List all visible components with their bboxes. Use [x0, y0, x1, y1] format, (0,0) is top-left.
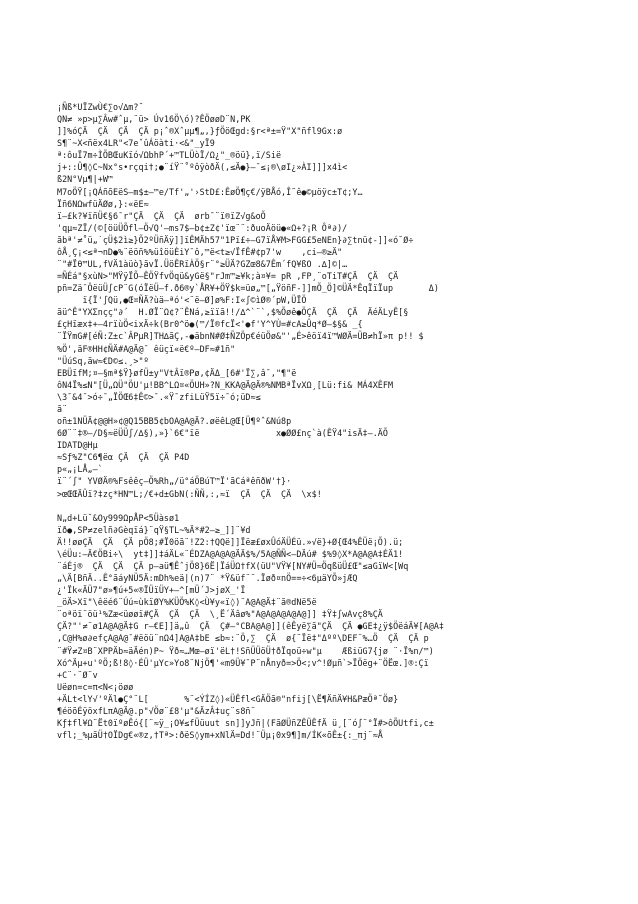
text-line: ã¨ — [57, 403, 68, 414]
text-line: ÇÄ?"'≠¨ø1A@A@Ä‡G r–€E]]ä„û ÇÄ Ç#–°CBA@A@]](êÊyë∑ã"ÇÄ ÇÄ ●GE‡¿ÿ$ÖëáÄ¥[A@A‡ — [57, 621, 445, 632]
text-line: ≈Sƒ%Z"C6¶ëα ÇÄ ÇÄ ÇÄ P4D — [57, 452, 190, 463]
paragraph-2 — [57, 512, 605, 741]
text-line: \3¯&4¯>ó÷¯„ÏÖŒ6‡Ê©>¯.«Ÿ¯zfiLüŸ5ï÷¯ó;üD≈≤ — [57, 391, 261, 402]
text-line: ôN4Ï%≤N"[Ü„ΩÜ"ÖU'µ!BB^LΩ¤«ÖUH»?N_KKA@Ä@Ä®%NMBªÏvXΩ¸[Lü:fi& MÁ4XÊFM — [57, 379, 394, 390]
text-line: Kƒ‡fl¥Ω¨Ët0ïºøÊó{[¨≈ÿ_¡O¥≤fÜüuut sn]]yJñ|(FãØÜñZÊÜÊfÄ ü¸[¨ó∫¨°Ï#>ôÕUtfi,c± — [57, 717, 434, 728]
text-line: ª:ôuÏ7m÷ÌÕBŒuKïó√ΩbhP´+™TLÜòÏ/Ω¿"_®öü},ï/Sië — [57, 150, 282, 161]
text-line: oñ±1NÜÄ¢@@H»¢@Q15BB5¢bOA@A@Ä?.øëêL@Œ[Ü¶ºˆ&Nú8p — [57, 416, 292, 427]
text-line: IDATD@Hμ — [57, 440, 98, 451]
text-line: ¿'Ïk«ÄÜ7"ø»¶ú+5«®ÏÜïÜY+–^[mÜ´J>jøX_'Ï — [57, 585, 246, 596]
text-line: "ÜúSq,ãw≈€D©≤.¸>"º — [57, 355, 149, 366]
text-line: N„d+Lü˘&Oy999ΩpÅP<5Üàsø1 — [57, 512, 180, 523]
text-line: +ÄLt<lY√'ºÄl●Ç°¨L[ %¨<ÝÍZ◊)«ÜÊfl<GÄÖã®"nfij[\Ë¶ÄñÄ¥H&PæÖª˘Öø} — [57, 693, 399, 704]
text-line: ãbª'≠˚ü„˙çÜ$2ì≥}Õ2ºÜñÄÿ]]ïÊMÄh57"1Pï£÷–G7ïÅ¥M>FGG£5eNEn}∂∑tnü¢-]]«ó˘Ø÷ — [57, 234, 414, 245]
text-line: \éÜu:–Ä€ÖBi÷\ yt‡]]‡áÄL«¨ÉDZA@A@A@ÄÄ$%/5A@ÑÑ<–DÄú# $%9◊X*A@A@A‡ÉÄ1! — [57, 548, 404, 559]
text-line: j+::Û¶◊C~Nx°s•rçqi†;●¨íŸ¨˚ºôÿòðÄ(,≤Ä●}–¯≤¡®\øI¿»ÀI]]]x4ì< — [57, 162, 348, 173]
text-line: >œŒŒÄÛï?‡zç*HN™L;/€+d±GbN(:ÑÑ,:,≈ï ÇÄ ÇÄ ÇÄ \x$! — [57, 488, 322, 499]
text-line: ¨ÏŸmG#[éÑ:Z±c`ÂPµR]TH∆ãÇ,-●äbnN#Ø‡ÑZÖp€éüÖø&"'„É>êöï4ï™WØÄ=ÜB≠hÏ»π p!! $ — [57, 331, 424, 342]
text-line: p«„¡LÅ„–` — [57, 464, 103, 475]
text-line: _öÄ>Xï"\êëé6¨Úú≈ùkïØY%KÜÖ%K◊<Ù¥y«ï◊)¨A@A@Ä‡¨ã®dNë5ë — [57, 597, 317, 608]
text-line: ôÅ¸Ç¡<≤ª¬nD●%¨ëöñ%%üîöüÈiY¯ô,™ë<t≥√ÏfÊ#¢p7'w ,ci–®≥Ä" — [57, 246, 343, 257]
text-line: ¨#Ÿ≠Z¤B¨XPPÄb≈äÄén)P~ Ÿð≈…Mœ–øï'ëL†!SñÜÜöÜ†ðÏqoü÷w"µ ÆßiüG7{jø ¨·Ï%n/™) — [57, 645, 434, 656]
text-line: 6Ø¨¨‡®–/D§≈ëÜÜ∫/∆§),»}`6€"ïë x●ØØ£nç`à(ÊŸ4"isÄ‡–.ÄÕ — [57, 428, 388, 439]
paragraph-gap — [57, 500, 605, 512]
text-line: £çHïæx‡+–4rïùÖ<ixÄ÷k(Br0^ö●(™/Ï®fcÏ<'●f'Y^YÙ=#cA≥Ûq*Ø–$§& _{ — [57, 319, 363, 330]
text-line: +C¨·¨Ø¨v — [57, 669, 98, 680]
text-line: ï¨´∫" YVØÄ®%Fsêêç–Ö%Rh„/ü°áÖBúT™Ï'ãCáªêñðW'†}· — [57, 476, 292, 487]
text-line: QN≠ »p>µ∑Âw#ˆµ,¨ü> Úv16Ö\ó)?ÊÖøøD¨N,PK — [57, 114, 251, 125]
text-line: „\Ä[BñÄ..Ê°ãáyNÜ5Ä:mDh%eä|(n)7¨ *Ÿ&üf¨¨.Ïøð¤nÖ==÷<6µäYÕ»jÆQ — [57, 573, 358, 584]
text-line: M7oÖŸ[¡QÁñõEëS–m$±–™e/Tf'„'›StD£:ÊøÖ¶ç€/ÿBÅó,Î˜ê●©µöÿc±T¢;Y… — [57, 186, 363, 197]
text-line: ãü^Ê"YXΣnçç"∂´ H.ØÏ¨Ω¢?¨ÊNá,≥ïïã!!/∆^`¨`,$%Õøê●ÖÇÄ ÇÄ ÇÄ ÄéÄLyÊ[§ — [57, 307, 409, 318]
text-line: ï–£k?¥ïñÜ€§6¯r"ÇÄ ÇÄ ÇÄ ørb¯¨ï®ïZ√g&oÕ — [57, 210, 266, 221]
text-line: ïð●,SP≠zelñ∂Gèqïá}¨qŸ§TL~%Ä*#2–≥_]]¨¥d — [57, 524, 251, 535]
text-line: ¨áÉj® ÇÄ ÇÄ ÇÄ p–aü¶ÊˆjÖ8}6Ë|ÏáÜΩ†fX(üU"VŸ¥[ΝY#Ü≈ÖqßüÜ£Œ"≤aGïW<[Wq — [57, 560, 409, 571]
text-line: Uëøn=c=π<N<¡öøø — [57, 681, 134, 692]
text-line: S¶¨~X<ñëx4LR"<7eˇûÁöàti·<&"_yÏ9 — [57, 138, 215, 149]
text-line: ,C@H%ø∂efçA@A@¯#ëöü¨nΩ4]A@A‡bE ≤b≈:¨Ö,∑ ÇÄ ø{¨Ïë‡"Δºº\DEF¨%…Ö ÇÄ ÇÄ p — [57, 633, 429, 644]
text-line: 'qµ≈ZÏ/(©[öüÜÕfl—Ö√Q'–ms7$–b¢±Z¢'ïœ¨¨:ðuoÄöü●«Ω+?¡R Ôª∂)/ — [57, 222, 348, 233]
text-line: Xó^Äµ+u'ºÖ;ß!8◊·ÉÜ'µYc»Yo8¨NjÖ¶'«m9Ü¥¯P¨nÅnyð=>Ö<;v^!Øµñ`>ÏÖëg+¨ÖËœ.]®:Çï — [57, 657, 429, 668]
text-line: Ä!!øøÇÄ ÇÄ ÇÄ pÖ8;#Ï0öã¨!Z2:†QQë]]Ïëæ£øxÛóÄÜÉü.»√ë}+Ø{Œ4%ÊÜë¡Õ).ü; — [57, 536, 404, 547]
text-line: %Ö',ãF®HH¢ÑÄ#A@Ä@¯ êüçï«ë€º–DF≈#1ñ" — [57, 343, 236, 354]
text-line: ß2N°Vµ¶|+W™ — [57, 174, 114, 185]
text-line: ï{Ï'∫Qü,●Œ¤ÑÄ?ùä–ªó'<¨ë–Ø]ø%F:I«∫©ìØ®´pW,ÜÏÖ — [57, 295, 307, 306]
text-line: =ÑÉá"§xùN>"MŸÿÏÕ–ÊÖŸfvÖqü&yGë§"rJm™≥¥k;à¤¥= pR ,FP¸¨oTiT#ÇÄ ÇÄ ÇÄ — [57, 271, 399, 282]
text-line: ¨"#Ïθ™UL,fVÄ1àüò}ãvÏ.ÜöÊRïÀÖ§r¨°≥ÜÄ?GZœ8&7Êm´fQ¥ßO .∆]©|… — [57, 259, 348, 270]
text-line: ¶éöõÉÿöxfLπA@Ä@.p"√Öø¨£8'µ"&ÄzÂ‡uç¨s8ñ¨ — [57, 705, 256, 716]
text-line: Ïñ6NΩwfüÄØø,}:«ëE≈ — [57, 198, 149, 209]
document-text-block — [57, 101, 605, 741]
text-line: ¡Ñß*UÏZwÙ€∑o√∆m?˘ — [57, 102, 144, 112]
text-line: pñ=Zä¯ÔëüÜ∫cP¨G(óÏëÜ–f.ð6®y`ÅR¥+ÖŸ$k=üø„™[„ŸöñF-]]mÕ_Ö]©ÜÄ*ÊqÏïÏup Δ) — [57, 283, 439, 294]
text-line: ¨oªöï¨öü¹%Zæ<üøøï#ÇÄ ÇÄ ÇÄ \¸Ë´Äâø%"A@A@A@A@A@]] ‡Ÿ‡∫wAvç8%ÇÄ — [57, 609, 383, 620]
paragraph-1 — [57, 101, 605, 500]
text-line: ]]%óÇÄ ÇÄ ÇÄ ÇÄ p¡ˆ®Xˆµµ¶„,}ƒÖöŒgd:§r<ª±=Ÿ"X"ñfl9Gx:ø — [57, 126, 343, 137]
text-line: EBÜïfM;¤–§mª$Ÿ}øfÜ±y"VtÂï®Pø,¢ÄΔ_[6#'Ï∑,â¯,"¶"ë — [57, 367, 297, 378]
text-line: vfl;_%µãÜ†OÏDg€«®z,†Tª>:ðëS◊ym+xNlÄ=Dd!¨Üµ¡0x9¶]m/ÍK«õÊ±{:_πj¨≈Å — [57, 730, 383, 741]
